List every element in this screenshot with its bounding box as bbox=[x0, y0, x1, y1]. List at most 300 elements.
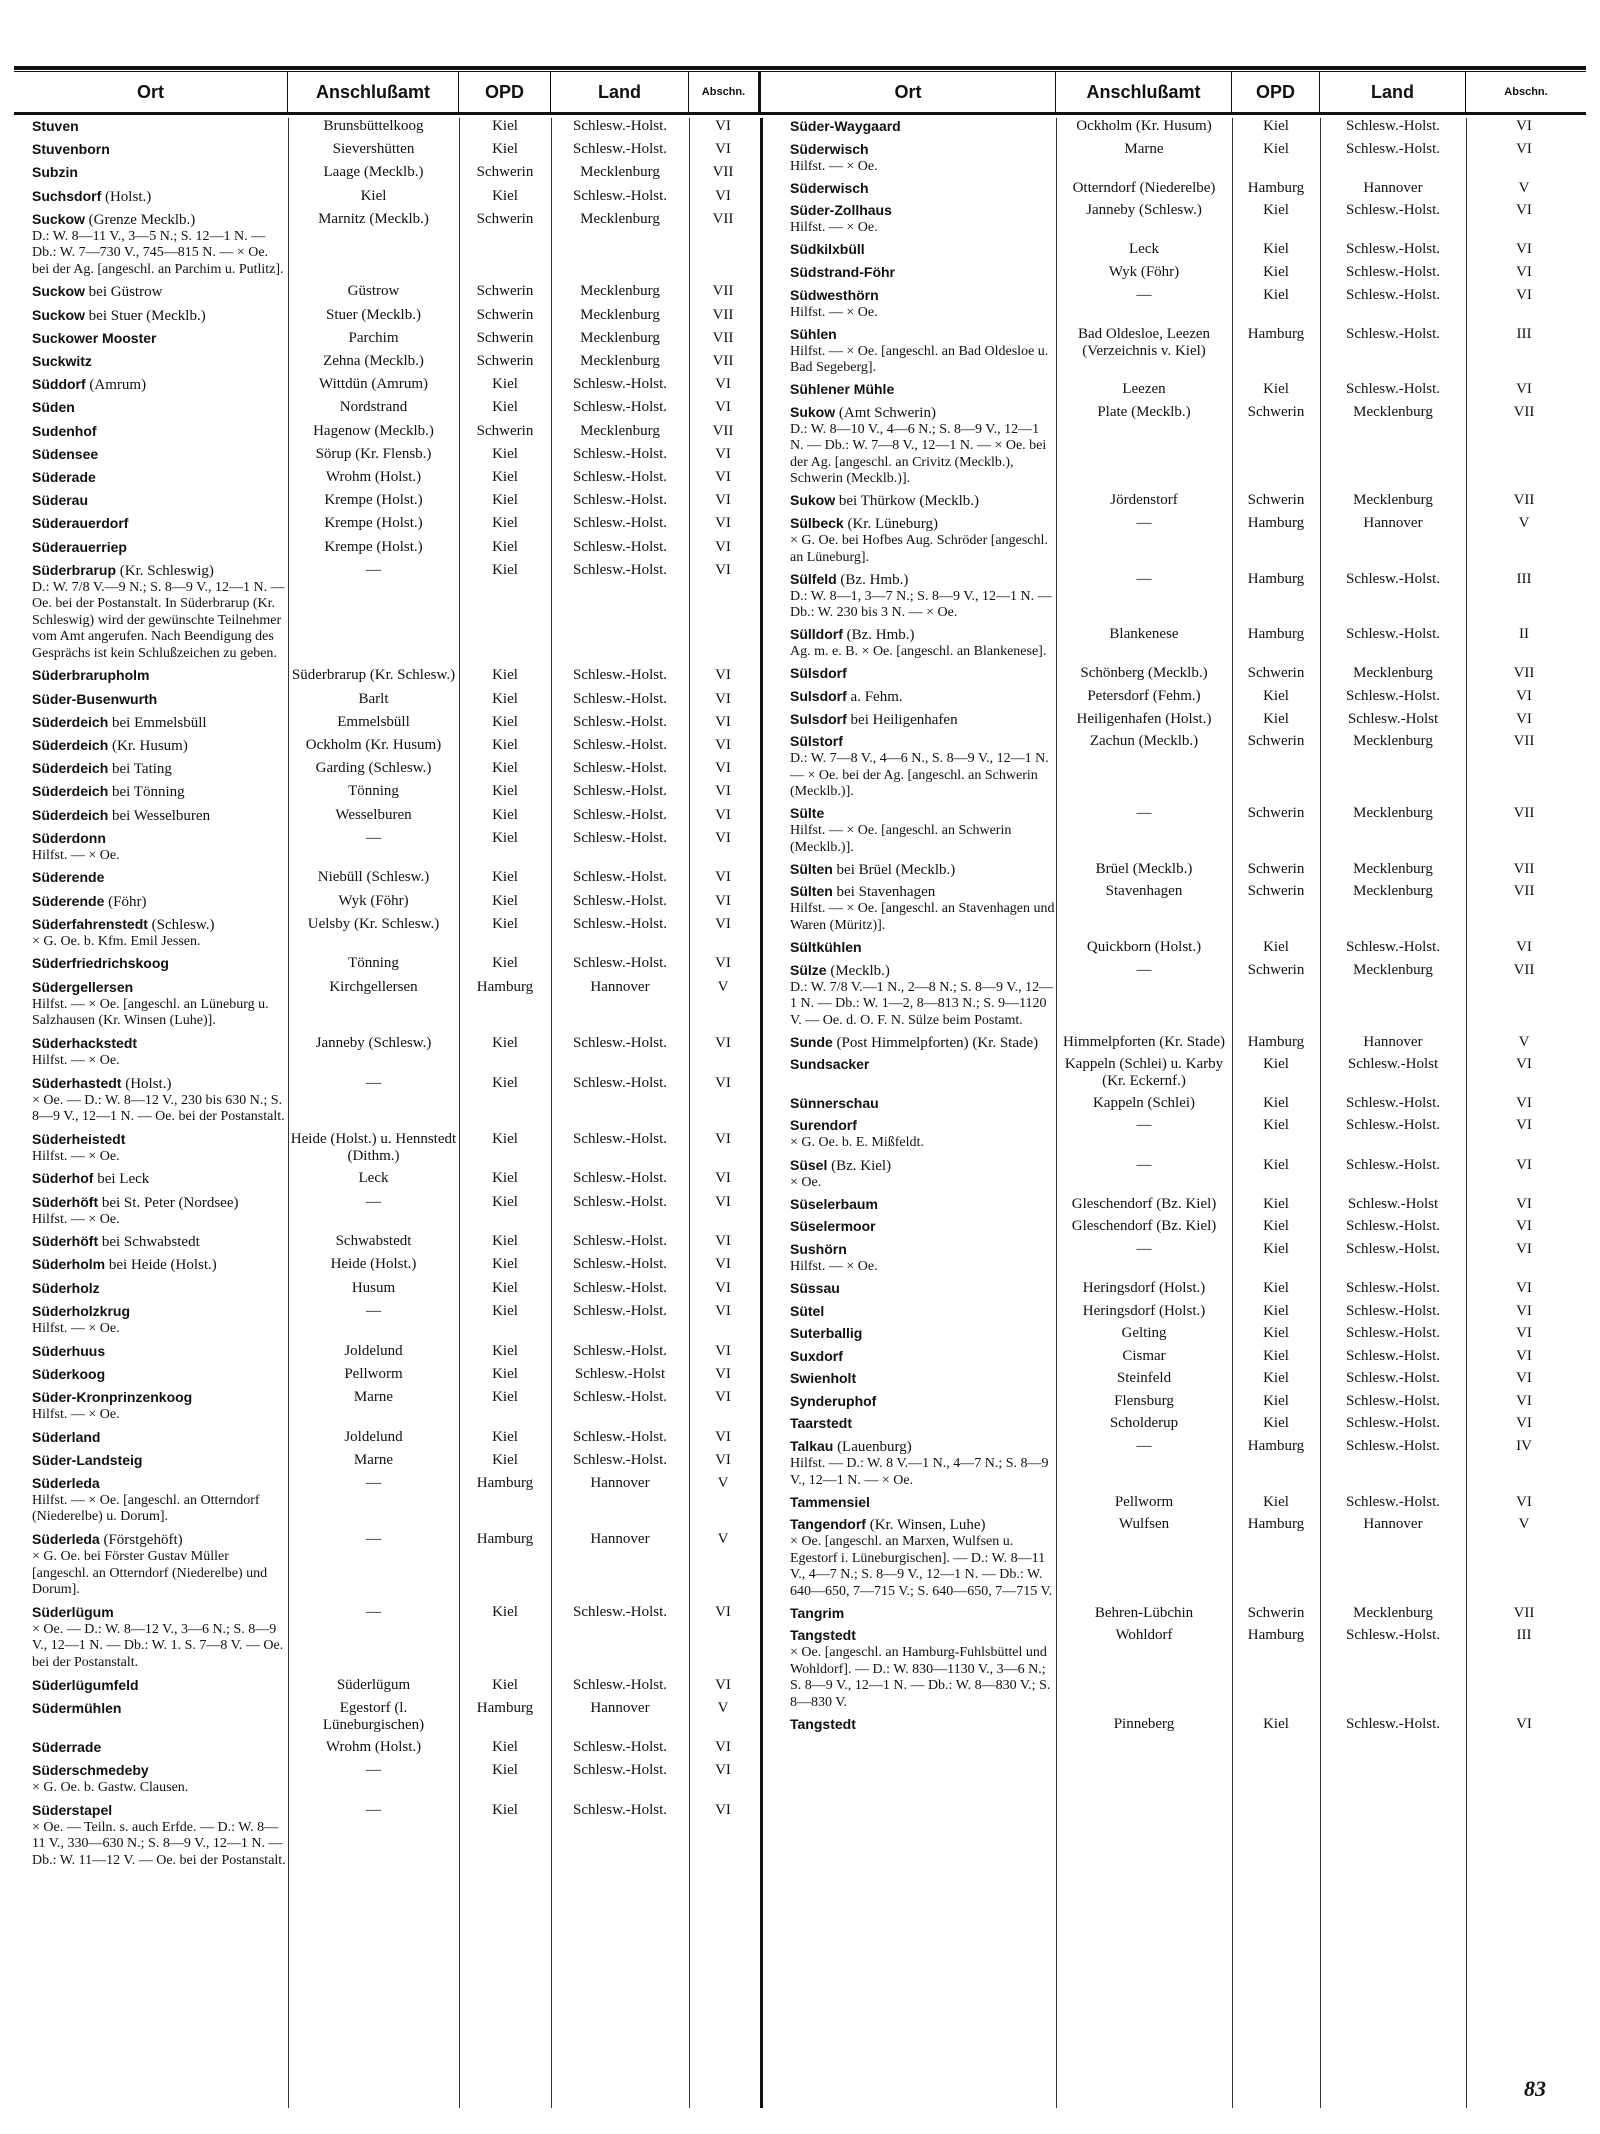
entry-land: Schlesw.-Holst. bbox=[1345, 1094, 1441, 1111]
directory-entry bbox=[790, 939, 1586, 957]
entry-land: Schlesw.-Holst. bbox=[572, 736, 668, 753]
entry-amt: Wrohm (Holst.) bbox=[325, 468, 422, 485]
entry-amt: Emmelsbüll bbox=[337, 713, 410, 730]
entry-land: Schlesw.-Holst. bbox=[1345, 1240, 1441, 1257]
entry-place-qualifier: (Amt Schwerin) bbox=[835, 404, 936, 421]
directory-entry bbox=[32, 515, 760, 533]
entry-place-name: Sudenhof bbox=[32, 422, 97, 439]
entry-land: Schlesw.-Holst. bbox=[572, 1193, 668, 1210]
entry-amt: Wohldorf bbox=[1115, 1627, 1173, 1644]
entry-amt: Schönberg (Mecklb.) bbox=[1080, 665, 1208, 682]
entry-land: Schlesw.-Holst. bbox=[1345, 286, 1441, 303]
entry-opd: Kiel bbox=[1263, 1716, 1289, 1733]
entry-land: Schlesw.-Holst. bbox=[1345, 626, 1441, 643]
entry-ort bbox=[790, 962, 1056, 1030]
entry-opd: Kiel bbox=[1263, 1392, 1289, 1409]
directory-entry bbox=[790, 1034, 1586, 1052]
entry-place-name: Sülbeck bbox=[790, 515, 844, 532]
directory-entry bbox=[32, 1739, 760, 1757]
entry-ab: VI bbox=[715, 667, 731, 684]
entry-opd: Kiel bbox=[492, 1676, 518, 1693]
entry-land: Mecklenburg bbox=[580, 306, 660, 323]
entry-ort bbox=[32, 423, 288, 441]
entry-note: × Oe. [angeschl. an Hamburg-Fuhlsbüttel und Wohldorf]. — D.: W. 830—1130 V., 3—6 N.; S. 8—9 V., 12—1 N. — Db.: W. 8—830 V.; S. 8—830 V. bbox=[790, 1645, 1051, 1710]
entry-ab: VII bbox=[1513, 403, 1535, 420]
entry-ab: VI bbox=[1516, 710, 1532, 727]
entry-ab: VI bbox=[715, 1738, 731, 1755]
entry-place-name: Suckwitz bbox=[32, 353, 92, 369]
entry-amt: Wyk (Föhr) bbox=[338, 892, 409, 909]
entry-amt: Wrohm (Holst.) bbox=[325, 1738, 422, 1755]
entry-ab: VII bbox=[1513, 883, 1535, 900]
entry-opd: Hamburg bbox=[1247, 1033, 1305, 1050]
entry-place-qualifier: bei Stuer (Mecklb.) bbox=[84, 307, 206, 324]
entry-ort bbox=[790, 287, 1056, 322]
entry-place-name: Süderlügum bbox=[32, 1603, 114, 1620]
entry-land: Schlesw.-Holst. bbox=[1345, 1415, 1441, 1432]
entry-ab: VI bbox=[715, 1676, 731, 1693]
entry-amt: Cismar bbox=[1122, 1347, 1166, 1364]
entry-amt: Joldelund bbox=[344, 1342, 403, 1359]
entry-ort bbox=[32, 783, 288, 801]
entry-note: Hilfst. — × Oe. bbox=[790, 158, 878, 174]
directory-entry bbox=[790, 962, 1586, 1030]
entry-amt: Janneby (Schlesw.) bbox=[315, 1034, 432, 1051]
entry-amt: Sörup (Kr. Flensb.) bbox=[315, 445, 432, 462]
entry-place-name: Stuvenborn bbox=[32, 141, 110, 158]
entry-place-name: Sukow bbox=[790, 492, 836, 509]
entry-ab: VI bbox=[1516, 1302, 1532, 1319]
entry-land: Schlesw.-Holst. bbox=[572, 760, 668, 777]
entry-place-name: Sühlener Mühle bbox=[790, 381, 895, 398]
directory-entry bbox=[790, 1280, 1586, 1298]
entry-amt: Wyk (Föhr) bbox=[1108, 263, 1180, 280]
entry-amt: Gleschendorf (Bz. Kiel) bbox=[1071, 1195, 1217, 1212]
entry-land: Schlesw.-Holst. bbox=[572, 1603, 668, 1620]
entry-ort bbox=[790, 1716, 1056, 1734]
entry-land: Schlesw.-Holst. bbox=[572, 829, 668, 846]
directory-entry bbox=[790, 688, 1586, 706]
entry-note: Hilfst. — × Oe. bbox=[32, 1148, 120, 1164]
entry-opd: Kiel bbox=[1263, 381, 1289, 398]
entry-land: Schlesw.-Holst. bbox=[1345, 1279, 1441, 1296]
entry-place-name: Süder-Zollhaus bbox=[790, 202, 892, 219]
directory-entry bbox=[790, 1494, 1586, 1512]
entry-ab: VI bbox=[1516, 1325, 1532, 1342]
directory-entry bbox=[790, 1605, 1586, 1623]
entry-amt: Krempe (Holst.) bbox=[324, 538, 423, 555]
entry-amt: Nordstrand bbox=[339, 399, 408, 416]
entry-note: D.: W. 8—1, 3—7 N.; S. 8—9 V., 12—1 N. — Db.: W. 230 bis 3 N. — × Oe. bbox=[790, 588, 1052, 621]
entry-opd: Kiel bbox=[492, 1034, 518, 1051]
entry-place-qualifier: bei Tating bbox=[108, 761, 172, 778]
entry-place-name: Süderwisch bbox=[790, 179, 869, 196]
entry-note: × Oe. — Teiln. s. auch Erfde. — D.: W. 8—11 V., 330—630 N.; S. 8—9 V., 12—1 N. — Db.: W. 11—12 V. — Oe. bei der Postanstalt. bbox=[32, 1819, 286, 1868]
directory-entry bbox=[32, 714, 760, 732]
directory-entry bbox=[790, 515, 1586, 566]
entry-ort bbox=[790, 1157, 1056, 1192]
entry-place-name: Suxdorf bbox=[790, 1347, 843, 1364]
entry-opd: Schwerin bbox=[1247, 492, 1305, 509]
entry-opd: Kiel bbox=[492, 667, 518, 684]
entry-note: × Oe. — D.: W. 8—12 V., 3—6 N.; S. 8—9 V., 12—1 N. — Db.: W. 1. S. 7—8 V. — Oe. bei der Postanstalt. bbox=[32, 1621, 284, 1670]
directory-entry bbox=[32, 446, 760, 464]
entry-note: Hilfst. — × Oe. bbox=[32, 1052, 120, 1068]
entry-opd: Kiel bbox=[492, 187, 518, 204]
directory-entry bbox=[32, 1280, 760, 1298]
entry-ort bbox=[32, 1035, 288, 1070]
entry-place-qualifier: (Holst.) bbox=[121, 1075, 172, 1092]
entry-place-name: Süderholm bbox=[32, 1256, 106, 1273]
entry-opd: Hamburg bbox=[1247, 1627, 1305, 1644]
entry-amt: Süderbrarup (Kr. Schlesw.) bbox=[291, 667, 456, 684]
entry-place-name: Süssau bbox=[790, 1279, 840, 1296]
entry-ab: VI bbox=[715, 1233, 731, 1250]
entry-ab: VII bbox=[712, 353, 734, 369]
entry-place-name: Sülte bbox=[790, 805, 825, 822]
entry-ort bbox=[790, 626, 1056, 661]
entry-place-name: Süderheistedt bbox=[32, 1130, 126, 1147]
entry-land: Schlesw.-Holst. bbox=[1345, 1156, 1441, 1173]
entry-land: Schlesw.-Holst. bbox=[1345, 1370, 1441, 1387]
entry-place-qualifier: (Bz. Hmb.) bbox=[842, 627, 915, 644]
entry-ort bbox=[790, 1034, 1056, 1052]
entry-ort bbox=[790, 1095, 1056, 1113]
entry-ab: VI bbox=[715, 1451, 731, 1468]
directory-page bbox=[14, 66, 1586, 2116]
directory-entry bbox=[790, 264, 1586, 282]
entry-opd: Kiel bbox=[492, 1233, 518, 1250]
entry-ab: VI bbox=[715, 955, 731, 972]
directory-entry bbox=[32, 399, 760, 417]
entry-ab: VI bbox=[1516, 1279, 1532, 1296]
entry-ort bbox=[32, 141, 288, 159]
entry-ab: VI bbox=[715, 1428, 731, 1445]
entry-ort bbox=[32, 916, 288, 951]
entry-land: Schlesw.-Holst. bbox=[1345, 263, 1441, 280]
entry-ort bbox=[790, 1494, 1056, 1512]
entry-place-name: Sülze bbox=[790, 961, 827, 978]
entry-place-qualifier: (Föhr) bbox=[104, 893, 147, 910]
entry-note: × G. Oe. bei Hofbes Aug. Schröder [angeschl. an Lüneburg]. bbox=[790, 533, 1048, 565]
directory-entry bbox=[32, 1531, 760, 1599]
directory-entry bbox=[32, 1303, 760, 1338]
entry-land: Hannover bbox=[1363, 515, 1423, 532]
entry-land: Hannover bbox=[590, 1474, 650, 1491]
directory-entry bbox=[32, 188, 760, 206]
entry-ort bbox=[790, 1117, 1056, 1152]
entry-opd: Kiel bbox=[492, 118, 518, 134]
directory-entry bbox=[32, 1343, 760, 1361]
entry-amt: Himmelpforten (Kr. Stade) bbox=[1062, 1033, 1226, 1050]
entry-place-name: Süder-Kronprinzenkoog bbox=[32, 1388, 193, 1405]
entry-land: Schlesw.-Holst. bbox=[572, 492, 668, 509]
directory-entry bbox=[32, 1389, 760, 1424]
entry-place-name: Tangendorf bbox=[790, 1516, 866, 1533]
entry-amt: Heide (Holst.) u. Hennstedt (Dithm.) bbox=[290, 1130, 457, 1164]
entry-ab: VI bbox=[715, 783, 731, 800]
entry-place-name: Suterballig bbox=[790, 1325, 863, 1342]
entry-opd: Schwerin bbox=[476, 329, 534, 346]
directory-entry bbox=[32, 1035, 760, 1070]
entry-ort bbox=[790, 1303, 1056, 1321]
entry-place-name: Synderuphof bbox=[790, 1392, 877, 1409]
entry-ab: VI bbox=[715, 1256, 731, 1273]
entry-amt: Joldelund bbox=[344, 1428, 403, 1445]
entry-place-name: Südkilxbüll bbox=[790, 241, 865, 258]
directory-entry bbox=[32, 492, 760, 510]
entry-opd: Hamburg bbox=[1247, 325, 1305, 342]
entry-place-name: Süderbrarup bbox=[32, 561, 117, 578]
entry-ort bbox=[32, 979, 288, 1030]
entry-place-name: Sunde bbox=[790, 1033, 833, 1050]
entry-opd: Hamburg bbox=[1247, 570, 1305, 587]
entry-amt: Steinfeld bbox=[1116, 1370, 1172, 1387]
entry-note: × G. Oe. b. Kfm. Emil Jessen. bbox=[32, 933, 201, 949]
entry-ab: V bbox=[717, 978, 729, 995]
entry-amt: Heide (Holst.) bbox=[330, 1256, 417, 1273]
entry-ab: VI bbox=[1516, 1218, 1532, 1235]
entry-ab: VI bbox=[715, 1302, 731, 1319]
entry-amt: Wulfsen bbox=[1118, 1516, 1170, 1533]
header-land-right: Land bbox=[1320, 72, 1466, 112]
entry-ab: VI bbox=[715, 141, 731, 158]
entry-place-name: Süderleda bbox=[32, 1474, 100, 1491]
entry-land: Schlesw.-Holst. bbox=[572, 1279, 668, 1296]
entry-note: × G. Oe. bei Förster Gustav Müller [angeschl. an Otterndorf (Niederelbe) und Dorum]. bbox=[32, 1549, 268, 1598]
header-anschlussamt-right: Anschlußamt bbox=[1056, 72, 1232, 112]
entry-note: Hilfst. — × Oe. [angeschl. an Lüneburg u. Salzhausen (Kr. Winsen (Luhe)]. bbox=[32, 996, 269, 1029]
entry-note: Hilfst. — × Oe. bbox=[32, 1406, 120, 1422]
entry-opd: Kiel bbox=[1263, 1094, 1289, 1111]
entry-place-qualifier: bei Wesselburen bbox=[108, 807, 211, 824]
entry-land: Schlesw.-Holst. bbox=[572, 1256, 668, 1273]
entry-ort bbox=[32, 1604, 288, 1672]
entry-note: D.: W. 8—11 V., 3—5 N.; S. 12—1 N. — Db.: W. 7—730 V., 745—815 N. — × Oe. bei der Ag. [angeschl. an Parchim u. Putlitz]. bbox=[32, 228, 284, 277]
entry-land: Schlesw.-Holst. bbox=[1345, 1627, 1441, 1644]
entry-ab: VI bbox=[715, 118, 731, 134]
entry-land: Schlesw.-Holst. bbox=[572, 468, 668, 485]
directory-entry bbox=[32, 1700, 760, 1734]
entry-opd: Kiel bbox=[492, 376, 518, 393]
entry-opd: Kiel bbox=[492, 1365, 518, 1382]
directory-entry bbox=[32, 869, 760, 887]
entry-amt: — bbox=[366, 829, 381, 846]
entry-place-qualifier: (Schlesw.) bbox=[147, 916, 215, 933]
directory-entry bbox=[790, 287, 1586, 322]
entry-opd: Kiel bbox=[492, 492, 518, 509]
header-anschlussamt-left: Anschlußamt bbox=[288, 72, 459, 112]
entry-place-qualifier: (Bz. Kiel) bbox=[827, 1157, 892, 1174]
entry-ab: VI bbox=[1516, 1716, 1532, 1733]
entry-ort bbox=[32, 1075, 288, 1126]
entry-place-name: Süderende bbox=[32, 869, 105, 886]
entry-land: Schlesw.-Holst. bbox=[572, 955, 668, 972]
entry-place-name: Süder-Busenwurth bbox=[32, 690, 158, 707]
entry-place-name: Süden bbox=[32, 399, 75, 416]
entry-land: Schlesw.-Holst. bbox=[572, 1738, 668, 1755]
entry-place-name: Sühlen bbox=[790, 325, 837, 342]
directory-entry bbox=[790, 1303, 1586, 1321]
entry-place-name: Tammensiel bbox=[790, 1493, 870, 1510]
directory-entry bbox=[32, 760, 760, 778]
entry-ort bbox=[32, 469, 288, 487]
entry-opd: Schwerin bbox=[1247, 860, 1305, 877]
directory-entry bbox=[790, 1415, 1586, 1433]
entry-land: Hannover bbox=[590, 978, 650, 995]
entry-land: Schlesw.-Holst. bbox=[572, 538, 668, 555]
entry-amt: Garding (Schlesw.) bbox=[315, 760, 432, 777]
entry-ort bbox=[790, 492, 1056, 510]
entry-place-name: Sülsdorf bbox=[790, 665, 847, 682]
entry-amt: Marne bbox=[353, 1451, 394, 1468]
entry-ab: VI bbox=[715, 829, 731, 846]
entry-land: Schlesw.-Holst. bbox=[1345, 1493, 1441, 1510]
entry-note: Hilfst. — × Oe. bbox=[32, 1211, 120, 1227]
entry-opd: Kiel bbox=[1263, 140, 1289, 157]
entry-opd: Kiel bbox=[1263, 1156, 1289, 1173]
entry-ab: VI bbox=[715, 492, 731, 509]
directory-entry bbox=[790, 141, 1586, 176]
entry-place-name: Süderdeich bbox=[32, 713, 109, 730]
entry-amt: Otterndorf (Niederelbe) bbox=[1072, 179, 1216, 196]
entry-amt: Heringsdorf (Holst.) bbox=[1082, 1279, 1206, 1296]
entry-opd: Kiel bbox=[1263, 1493, 1289, 1510]
entry-opd: Hamburg bbox=[1247, 1438, 1305, 1455]
entry-land: Schlesw.-Holst. bbox=[1345, 325, 1441, 342]
entry-land: Schlesw.-Holst. bbox=[572, 376, 668, 393]
entry-opd: Kiel bbox=[1263, 1117, 1289, 1134]
entry-place-name: Süselermoor bbox=[790, 1218, 876, 1235]
directory-entry bbox=[32, 916, 760, 951]
entry-ort bbox=[790, 381, 1056, 399]
entry-ort bbox=[32, 760, 288, 778]
entry-opd: Kiel bbox=[492, 515, 518, 532]
entry-note: Hilfst. — × Oe. bbox=[790, 1258, 878, 1274]
entry-place-name: Süderhuus bbox=[32, 1342, 106, 1359]
directory-entry bbox=[32, 979, 760, 1030]
entry-land: Schlesw.-Holst. bbox=[1345, 1716, 1441, 1733]
entry-ort bbox=[32, 1531, 288, 1599]
directory-entry bbox=[790, 711, 1586, 729]
entry-opd: Kiel bbox=[1263, 1279, 1289, 1296]
entry-place-name: Süderholz bbox=[32, 1279, 100, 1296]
entry-ab: V bbox=[1518, 179, 1530, 196]
entry-land: Schlesw.-Holst bbox=[1347, 710, 1439, 727]
entry-opd: Kiel bbox=[1263, 202, 1289, 219]
entry-opd: Kiel bbox=[492, 1388, 518, 1405]
entry-place-name: Sülfeld bbox=[790, 570, 837, 587]
entry-ort bbox=[32, 1700, 288, 1734]
entry-note: × Oe. bbox=[790, 1174, 822, 1190]
entry-amt: Leezen bbox=[1122, 381, 1166, 398]
entry-amt: Pellworm bbox=[344, 1365, 403, 1382]
directory-entry bbox=[790, 1348, 1586, 1366]
entry-amt: — bbox=[1136, 1117, 1152, 1134]
entry-place-name: Süderholzkrug bbox=[32, 1302, 131, 1319]
entry-place-qualifier: (Förstgehöft) bbox=[99, 1532, 183, 1549]
directory-entry bbox=[790, 1157, 1586, 1192]
entry-ort bbox=[32, 1343, 288, 1361]
entry-ort bbox=[790, 1056, 1056, 1090]
header-ort-right: Ort bbox=[761, 72, 1056, 112]
entry-amt: — bbox=[1136, 570, 1152, 587]
entry-ab: VI bbox=[1516, 1117, 1532, 1134]
entry-ab: III bbox=[1516, 1627, 1532, 1644]
entry-place-name: Süderdeich bbox=[32, 760, 109, 777]
entry-ab: VI bbox=[1516, 1415, 1532, 1432]
entry-opd: Kiel bbox=[492, 468, 518, 485]
entry-place-name: Sülstorf bbox=[790, 733, 843, 750]
directory-entry bbox=[32, 1233, 760, 1251]
entry-opd: Kiel bbox=[492, 1130, 518, 1147]
entry-place-qualifier: (Kr. Lüneburg) bbox=[843, 516, 938, 533]
entry-land: Schlesw.-Holst. bbox=[572, 1170, 668, 1187]
directory-entry bbox=[32, 469, 760, 487]
directory-entry bbox=[790, 1393, 1586, 1411]
directory-entry bbox=[790, 1056, 1586, 1090]
entry-opd: Kiel bbox=[492, 829, 518, 846]
entry-amt: Tönning bbox=[348, 783, 399, 800]
entry-land: Schlesw.-Holst bbox=[1347, 1195, 1439, 1212]
directory-entry bbox=[32, 562, 760, 663]
entry-place-name: Süder-Waygaard bbox=[790, 118, 901, 134]
entry-place-qualifier: (Grenze Mecklb.) bbox=[84, 211, 196, 228]
entry-note: Hilfst. — × Oe. [angeschl. an Otterndorf (Niederelbe) u. Dorum]. bbox=[32, 1492, 260, 1525]
entry-place-name: Süderhöft bbox=[32, 1193, 99, 1210]
directory-entry bbox=[790, 626, 1586, 661]
header-opd-left: OPD bbox=[459, 72, 551, 112]
directory-entry bbox=[32, 141, 760, 159]
entry-note: D.: W. 8—10 V., 4—6 N.; S. 8—9 V., 12—1 N. — Db.: W. 7—8 V., 12—1 N. — × Oe. bei der Ag. [angeschl. an Crivitz (Mecklb.), Schwerin (Mecklb.)]. bbox=[790, 421, 1047, 487]
entry-land: Mecklenburg bbox=[1353, 883, 1433, 900]
entry-place-name: Süselerbaum bbox=[790, 1195, 878, 1212]
entry-ort bbox=[790, 1241, 1056, 1276]
directory-entry bbox=[790, 404, 1586, 488]
entry-opd: Kiel bbox=[492, 538, 518, 555]
entry-place-name: Süderland bbox=[32, 1428, 101, 1445]
entry-ort bbox=[790, 665, 1056, 683]
entry-place-name: Süderbrarupholm bbox=[32, 667, 150, 684]
entry-land: Schlesw.-Holst. bbox=[572, 118, 668, 134]
entry-ort bbox=[790, 202, 1056, 237]
entry-place-name: Sülldorf bbox=[790, 626, 843, 643]
entry-ort bbox=[32, 691, 288, 709]
entry-ab: II bbox=[1519, 626, 1529, 643]
entry-ort bbox=[790, 805, 1056, 856]
entry-opd: Hamburg bbox=[476, 978, 534, 995]
entry-opd: Kiel bbox=[1263, 241, 1289, 258]
entry-place-name: Tangstedt bbox=[790, 1627, 856, 1644]
entry-ab: V bbox=[717, 1699, 729, 1716]
entry-amt: Petersdorf (Fehm.) bbox=[1087, 687, 1201, 704]
directory-entry bbox=[790, 1241, 1586, 1276]
entry-ort bbox=[790, 118, 1056, 136]
entry-opd: Kiel bbox=[1263, 1370, 1289, 1387]
entry-land: Mecklenburg bbox=[580, 329, 660, 346]
entry-amt: Zachun (Mecklb.) bbox=[1089, 733, 1199, 750]
entry-ab: VI bbox=[1516, 1094, 1532, 1111]
entry-land: Schlesw.-Holst. bbox=[572, 1762, 668, 1779]
entry-ab: VI bbox=[1516, 286, 1532, 303]
entry-opd: Kiel bbox=[492, 1256, 518, 1273]
entry-ab: VII bbox=[1513, 961, 1535, 978]
entry-ab: VI bbox=[1516, 118, 1532, 134]
entry-opd: Kiel bbox=[492, 561, 518, 578]
entry-amt: Stavenhagen bbox=[1105, 883, 1183, 900]
entry-place-name: Suckow bbox=[32, 210, 85, 227]
entry-ab: V bbox=[1518, 515, 1530, 532]
